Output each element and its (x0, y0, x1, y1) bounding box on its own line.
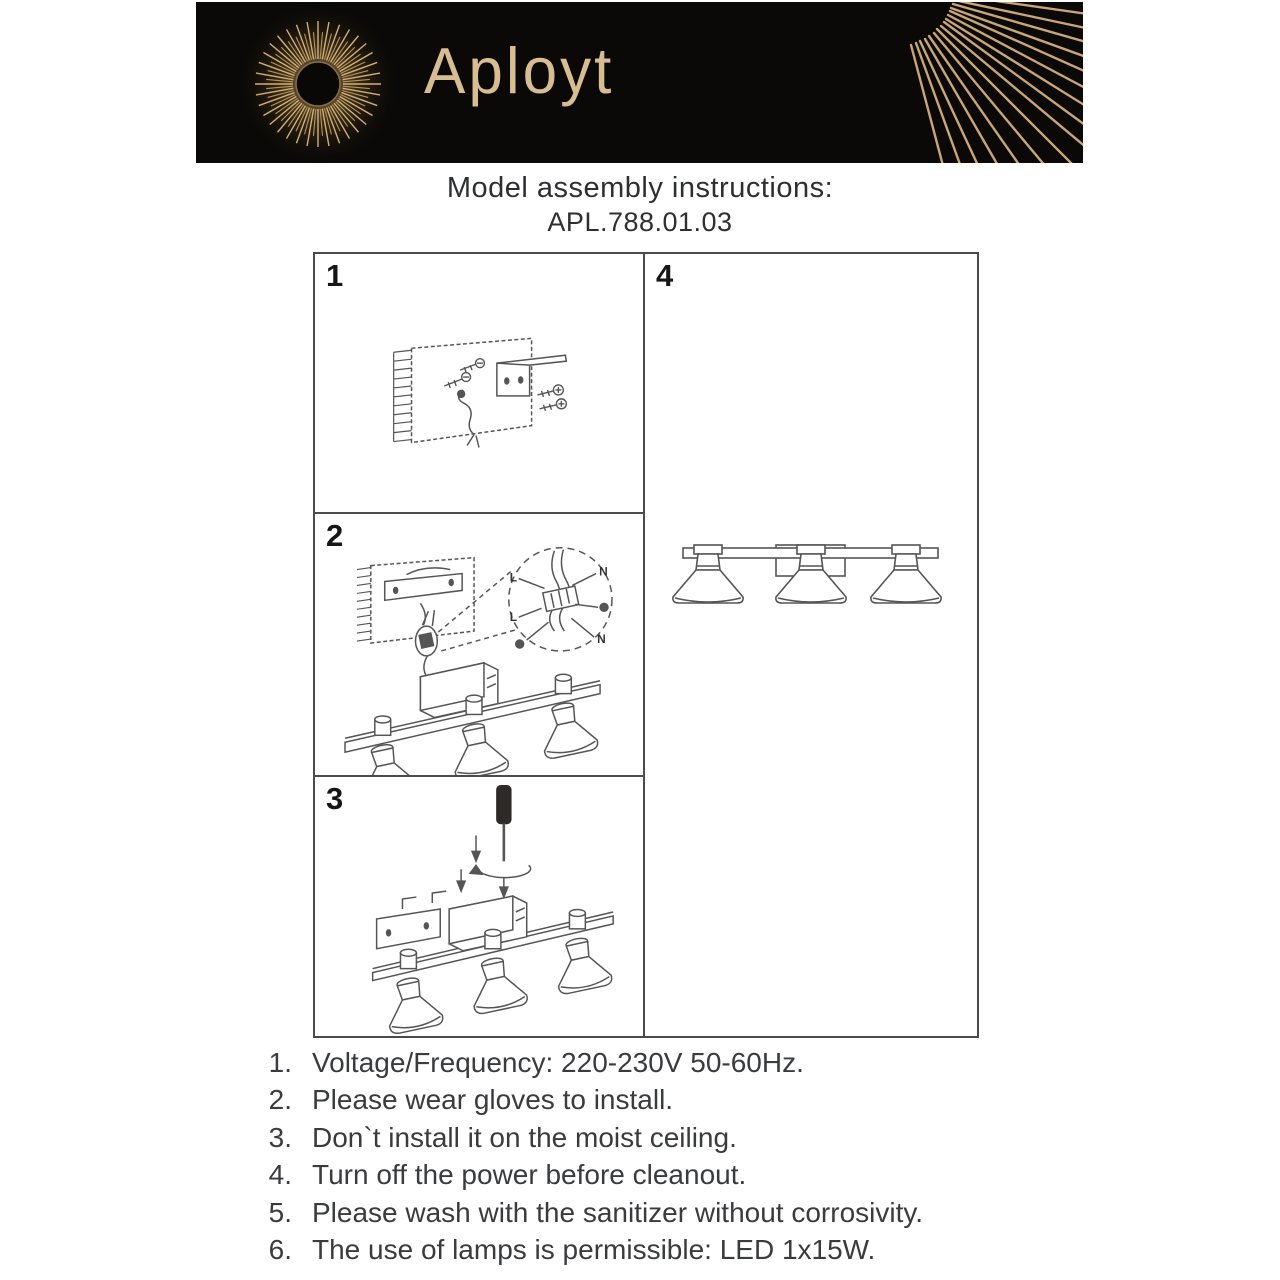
safety-instructions-list (258, 1044, 923, 1269)
brand-banner (196, 2, 1083, 163)
step-number: 2 (326, 518, 344, 553)
instruction-number: 1. (268, 1046, 292, 1078)
step-number: 3 (326, 781, 344, 816)
step-panel-3 (315, 777, 645, 1036)
step-number: 1 (326, 258, 344, 293)
wiring-label-live: L (509, 610, 518, 625)
instruction-number: 3. (268, 1121, 292, 1153)
instruction-number: 6. (268, 1234, 292, 1266)
ray-fan-icon (196, 2, 1083, 163)
instruction-item (258, 1194, 923, 1232)
step-panel-2 (315, 514, 645, 777)
step-1-diagram (315, 254, 643, 512)
instruction-item (258, 1157, 923, 1195)
brand-logo-text: Aployt (424, 35, 615, 108)
instruction-text: Voltage/Frequency: 220-230V 50-60Hz. (312, 1046, 804, 1078)
instruction-number: 4. (268, 1159, 292, 1191)
instruction-item (258, 1119, 923, 1157)
instruction-text: Turn off the power before cleanout. (312, 1159, 747, 1191)
step-3-diagram (315, 777, 643, 1036)
assembly-steps-grid (313, 252, 979, 1038)
wiring-label-neutral: N (597, 632, 606, 647)
instruction-text: Please wear gloves to install. (312, 1084, 674, 1116)
instruction-item (258, 1082, 923, 1120)
step-number: 4 (656, 258, 674, 293)
step-panel-4 (645, 254, 977, 1036)
instruction-text: Please wash with the sanitizer without corrosivity. (312, 1196, 924, 1228)
instruction-item (258, 1044, 923, 1082)
instruction-number: 5. (268, 1196, 292, 1228)
step-2-diagram (315, 514, 643, 775)
wiring-label-neutral: N (599, 564, 608, 579)
step-4-diagram (645, 254, 977, 1036)
page-title: Model assembly instructions: (446, 172, 834, 204)
model-number: APL.788.01.03 (547, 207, 733, 237)
instruction-number: 2. (268, 1084, 292, 1116)
wiring-label-live: L (509, 570, 518, 585)
instruction-text: The use of lamps is permissible: LED 1x15W. (312, 1234, 876, 1266)
step-panel-1 (315, 254, 645, 514)
instruction-item (258, 1232, 923, 1270)
instruction-text: Don`t install it on the moist ceiling. (312, 1121, 737, 1153)
